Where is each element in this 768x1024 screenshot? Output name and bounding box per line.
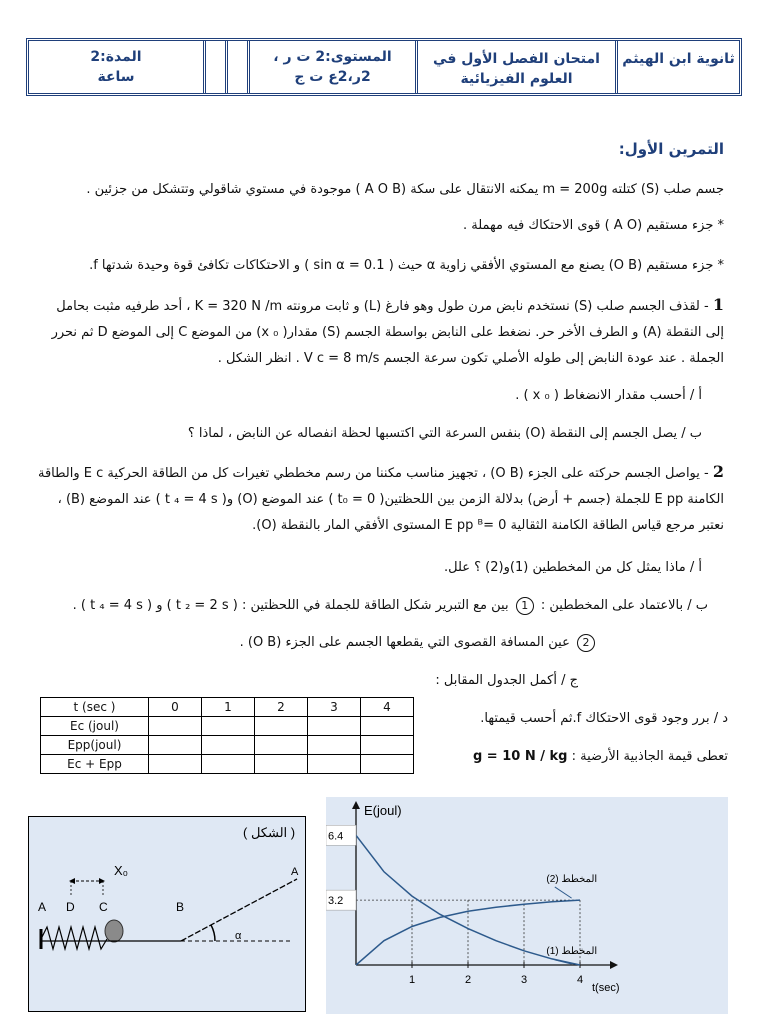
series-arrow [555,887,572,898]
question-1-number: 1 [712,295,724,314]
x0-label: X₀ [114,863,129,878]
y-tick-label: 6.4 [328,830,344,843]
table-row-label: Ec + Epp [41,755,149,774]
part-ob-paragraph: * جزء مستقيم (O B) يصنع مع المستوي الأفقي زاوية α حيث ( sin α = 0.1 ) و الاحتكاكات تكافئ قوة وحيدة شدتها f. [89,258,724,273]
question-2 [34,459,724,539]
figure-title: ( الشكل ) [243,825,296,840]
spring [41,927,107,949]
level-line-1: المستوى:2 ت ر ، [273,49,392,65]
table-cell[interactable] [361,755,414,774]
question-2b [18,593,708,619]
circled-number: 1 [516,597,534,615]
chart-axes [352,801,618,969]
angle-label: α [235,930,242,942]
series-label: المخطط (2) [546,873,598,885]
table-cell[interactable] [361,717,414,736]
y-axis-arrow [352,801,360,809]
question-2d: د / برر وجود قوى الاحتكاك f.ثم أحسب قيمتها. [480,711,728,726]
table-header-row [41,698,414,717]
angle-arc [211,925,215,941]
table-header-cell: 1 [202,698,255,717]
point-label: A [291,866,299,878]
question-2b2 [0,630,598,656]
table-header-cell: 2 [255,698,308,717]
question-1-text: - لقذف الجسم صلب (S) نستخدم نابض مرن طول وهو فارغ (L) و ثابت مرونته K = 320 N /m ، أحد طرفيه مثبت بحامل إلى النقطة (A) و الطرف الأخر حر. نضغط على النابض بواسطة الجسم (S) مقدار( x ₀) من الموضع C إلى الموضع D ثم نحرر الجملة . عند عودة النابض إلى طوله الأصلي تكون سرعة الجسم V c = 8 m/s . انظر الشكل . [51,299,724,366]
x-tick-label: 3 [521,974,528,986]
table-cell[interactable] [149,736,202,755]
question-2b2-text: عين المسافة القصوى التي يقطعها الجسم على الجزء (O B) . [239,635,570,650]
table-cell[interactable] [308,755,361,774]
table-cell[interactable] [308,717,361,736]
exam-header [26,38,742,96]
x-tick-label: 1 [409,974,416,986]
question-1a: أ / أحسب مقدار الانضغاط ( x ₀ ) . [515,388,702,403]
table-cell[interactable] [202,736,255,755]
question-1 [34,292,724,372]
table-header-cell: 4 [361,698,414,717]
table-row-label: Ec (joul) [41,717,149,736]
question-2b-prefix: ب / بالاعتماد على المخططين : [540,598,708,613]
school-name: ثانوية ابن الهيثم [615,41,739,93]
exercise-title: التمرين الأول: [618,140,724,158]
x-axis-arrow [610,961,618,969]
table-cell[interactable] [149,717,202,736]
duration-line-1: المدة:2 [90,49,142,65]
table-row [41,755,414,774]
table-header-cell: t (sec ) [41,698,149,717]
table-row-label: Epp(joul) [41,736,149,755]
gravity-prefix: تعطى قيمة الجاذبية الأرضية : [571,749,728,764]
energy-table [40,697,414,774]
gravity-note [473,744,728,770]
point-label: D [66,900,75,914]
setup-figure [28,816,306,1012]
table-cell[interactable] [202,755,255,774]
question-2a: أ / ماذا يمثل كل من المخططين (1)و(2) ؟ علل. [443,560,702,575]
table-cell[interactable] [255,736,308,755]
table-cell[interactable] [149,755,202,774]
table-cell[interactable] [361,736,414,755]
empty-cell [225,41,247,93]
exam-title: امتحان الفصل الأول في العلوم الفيزيائية [415,41,615,93]
x-axis-label: t(sec) [592,982,620,994]
x-tick-label: 4 [577,974,584,986]
y-tick-label: 3.2 [328,895,344,908]
table-cell[interactable] [202,717,255,736]
empty-cell [203,41,225,93]
solid-body [105,920,123,942]
circled-number: 2 [577,634,595,652]
table-row [41,717,414,736]
table-cell[interactable] [308,736,361,755]
question-2b1-text: بين مع التبرير شكل الطاقة للجملة في اللحظتين : ( t ₂ = 2 s ) و ( t ₄ = 4 s ) . [72,598,509,613]
energy-graph [326,797,728,1014]
question-2c: ج / أكمل الجدول المقابل : [435,673,578,688]
y-axis-label: E(joul) [364,803,402,818]
table-header-cell: 3 [308,698,361,717]
level-cell [247,41,415,93]
point-label: B [176,900,185,914]
question-2-number: 2 [712,462,724,481]
arrow-head-left [69,878,75,884]
x-tick-label: 2 [465,974,472,986]
point-label: C [99,900,108,914]
point-label: A [38,900,47,914]
duration-cell [29,41,203,93]
part-ao-paragraph: * جزء مستقيم (A O ) قوى الاحتكاك فيه مهملة . [463,218,724,233]
series-label: المخطط (1) [546,945,598,957]
table-row [41,736,414,755]
level-line-2: 2ر،2ع ت ج [294,69,371,85]
energy-chart [326,797,728,1014]
question-1b: ب / يصل الجسم إلى النقطة (O) بنفس السرعة التي اكتسبها لحظة انفصاله عن النابض ، لماذا ؟ [187,426,702,441]
arrow-head-right [99,878,105,884]
duration-line-2: ساعة [97,69,135,85]
table-cell[interactable] [255,755,308,774]
intro-paragraph: جسم صلب (S) كتلته m = 200g يمكنه الانتقال على سكة (A O B ) موجودة في مستوي شاقولي وتتشكل من جزئين . [86,182,724,197]
question-2-text: - يواصل الجسم حركته على الجزء (O B) ، تجهيز مناسب مكننا من رسم مخططي تغيرات كل من الطاقة الحركية E c والطاقة الكامنة E pp للجملة (جسم + أرض) بدلالة الزمن بين اللحظتين( t₀ = 0 ) عند الموضع (O) و( t ₄ = 4 s ) عند الموضع (B) ، نعتبر مرجع قياس الطاقة الكامنة الثقالية E pp ᴮ= 0 المستوى الأفقي المار بالنقطة (O). [38,466,724,533]
setup-figure-drawing [29,817,305,1011]
table-header-cell: 0 [149,698,202,717]
table-cell[interactable] [255,717,308,736]
gravity-value: g = 10 N / kg [472,749,568,764]
